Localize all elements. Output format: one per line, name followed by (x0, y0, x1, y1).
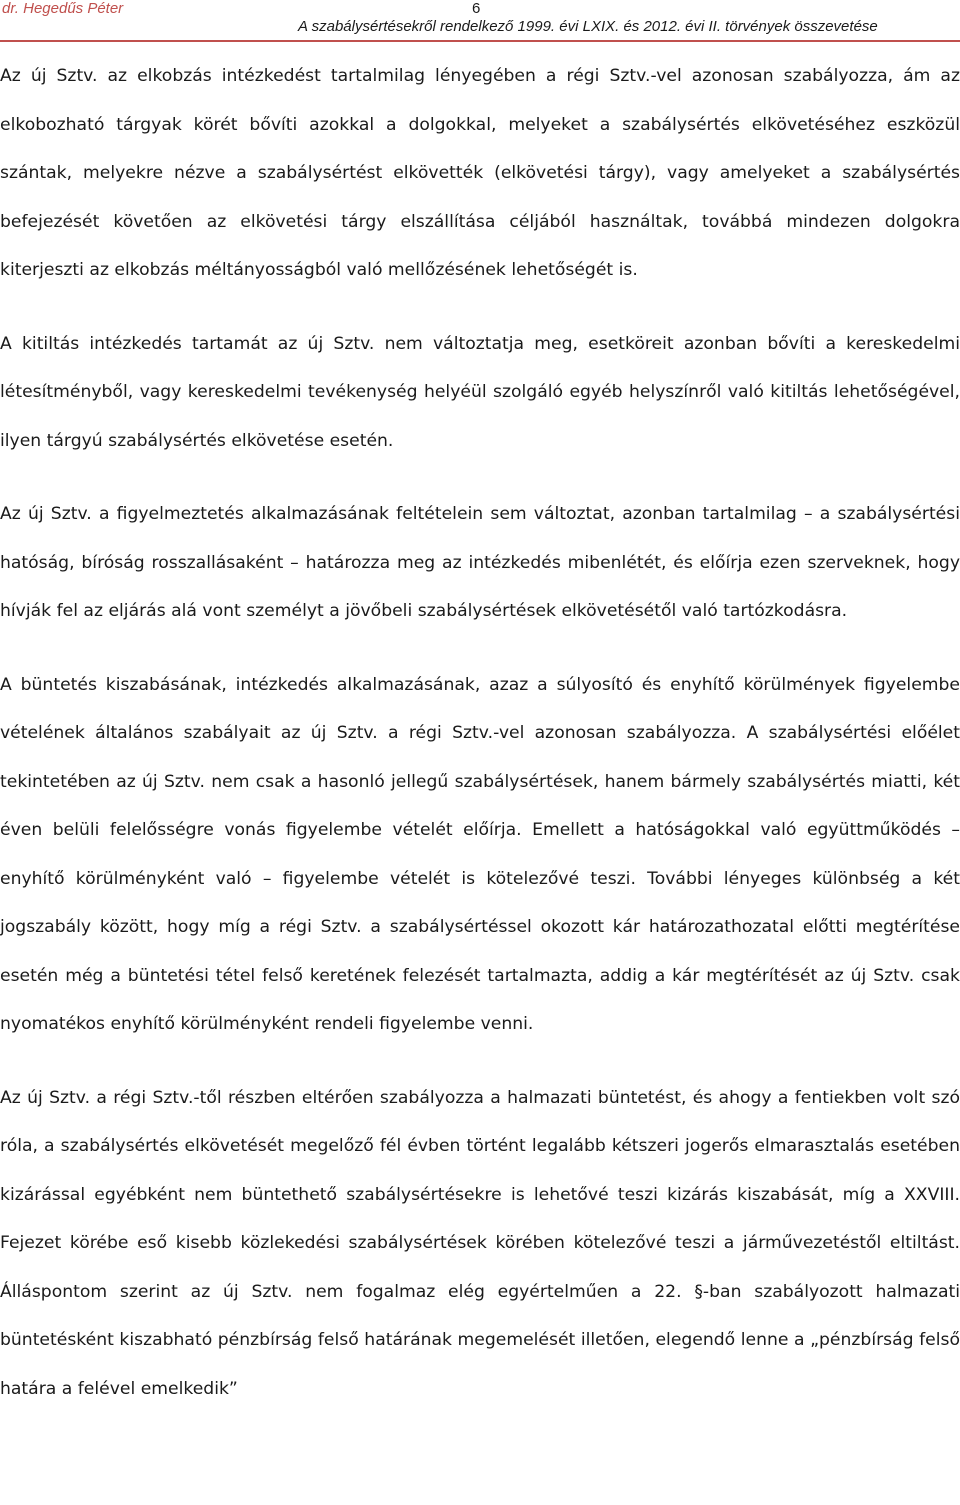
page-number: 6 (472, 0, 481, 17)
paragraph-warning: Az új Sztv. a figyelmeztetés alkalmazásának feltételein sem változtat, azonban tartalmilag – a szabálysértési hatóság, bíróság rosszallásaként – határozza meg az intézkedés mibenlétét, és előírja ezen szerveknek, hogy hívják fel az eljárás alá vont személyt a jövőbeli szabálysértések elkövetésétől való tartózkodásra. (0, 504, 960, 621)
paragraph-confiscation: Az új Sztv. az elkobzás intézkedést tartalmilag lényegében a régi Sztv.-vel azonosan szabályozza, ám az elkobozható tárgyak körét bővíti azokkal a dolgokkal, melyeket a szabálysértés elkövetéséhez eszközül szántak, melyekre nézve a szabálysértést elkövették (elkövetési tárgy), vagy amelyeket a szabálysértés befejezését követően az elkövetési tárgy elszállítása céljából használtak, továbbá mindezen dolgokra kiterjeszti az elkobzás méltányosságból való mellőzésének lehetőségét is. (0, 66, 960, 280)
page-header (0, 0, 960, 44)
paragraph-ban: A kitiltás intézkedés tartamát az új Sztv. nem változtatja meg, esetköreit azonban bővíti a kereskedelmi létesítményből, vagy kereskedelmi tevékenység helyéül szolgáló egyéb helyszínről való kitiltás lehetőségével, ilyen tárgyú szabálysértés elkövetése esetén. (0, 333, 960, 451)
paragraph-sentencing: A büntetés kiszabásának, intézkedés alkalmazásának, azaz a súlyosító és enyhítő körülmények figyelembe vételének általános szabályait az új Sztv. a régi Sztv.-vel azonosan szabályozza. A szabálysértési előélet tekintetében az új Sztv. nem csak a hasonló jellegű szabálysértések, hanem bármely szabálysértés miatti, két éven belüli felelősségre vonás figyelembe vételét előírja. Emellett a hatóságokkal való együttműködés – enyhítő körülményként való – figyelembe vételét is kötelezővé teszi. További lényeges különbség a két jogszabály között, hogy míg a régi Sztv. a szabálysértéssel okozott kár határozathozatal előtti megtérítése esetén még a büntetési tétel felső keretének felezését tartalmazta, addig a kár megtérítését az új Sztv. csak nyomatékos enyhítő körülményként rendeli figyelembe venni. (0, 674, 960, 1034)
header-rule (0, 40, 960, 42)
document-body (0, 52, 960, 1413)
paragraph-cumulative-penalty: Az új Sztv. a régi Sztv.-től részben eltérően szabályozza a halmazati büntetést, és ahogy a fentiekben volt szó róla, a szabálysértés elkövetését megelőző fél évben történt legalább kétszeri jogerős elmarasztalás esetében kizárással egyébként nem büntethető szabálysértésekre is lehetővé teszi kizárás kiszabását, míg a XXVIII. Fejezet körébe eső kisebb közlekedési szabálysértések körében kötelezővé teszi a járművezetéstől eltiltást. Álláspontom szerint az új Sztv. nem fogalmaz elég egyértelműen a 22. §-ban szabályozott halmazati büntetésként kiszabható pénzbírság felső határának megemelését illetően, elegendő lenne a „pénzbírság felső határa a felével emelkedik” (0, 1087, 960, 1399)
author-name: dr. Hegedűs Péter (2, 0, 124, 17)
document-title: A szabálysértésekről rendelkező 1999. évi LXIX. és 2012. évi II. törvények összevetése (298, 18, 878, 35)
